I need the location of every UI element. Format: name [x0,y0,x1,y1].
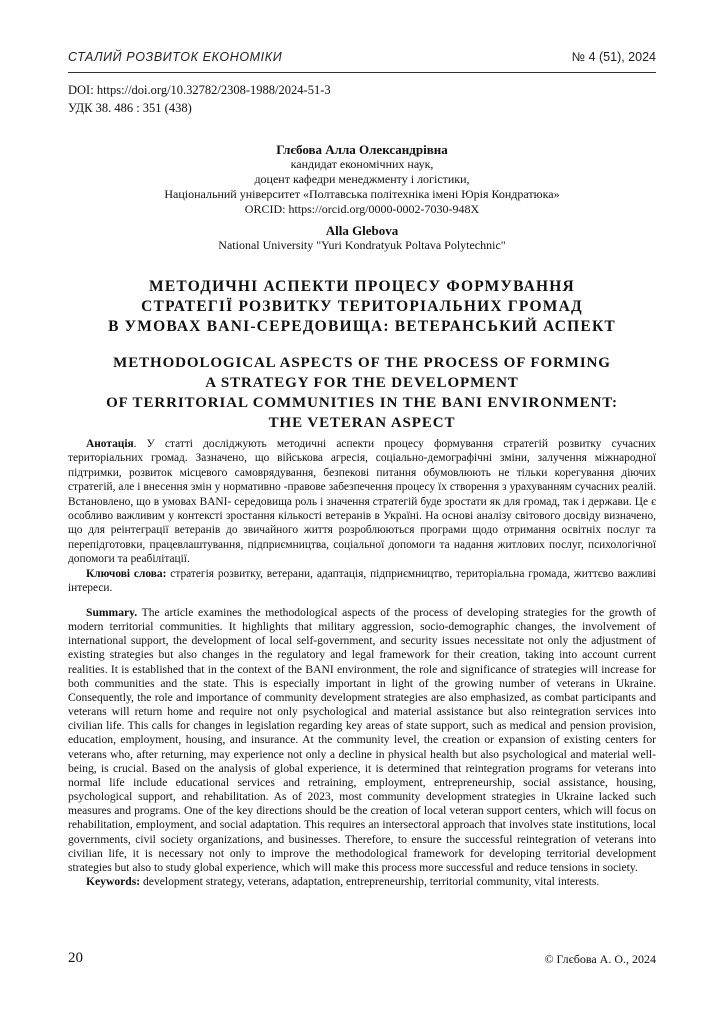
summary-en [68,606,656,889]
author-degree: кандидат економічних наук, [290,157,434,171]
author-position: доцент кафедри менеджменту і логістики, [254,172,470,186]
keywords-en [68,875,656,889]
summary-text: The article examines the methodological aspects of the process of developing strategies for the growth of modern territorial communities. It highlights that military aggression, socio-demographic changes, the involvement of international support, the development of local self-government, and security issues necessitate not only the adjustment of existing strategies but also changes in the regulatory and legal framework for their creation, taking into account current realities. It is established that in the context of the BANI environment, the role and significance of strategies will increase for both communities and the state. This is especially important in light of the growing number of veterans in Ukraine. Consequently, the role and importance of community development strategies are also emphasized, as combat participants and veterans will return home and require not only psychological and material assistance but also reintegration services into civilian life. This calls for changes in legislation regarding key areas of state support, such as medical and pension provision, education, employment, housing, and insurance. At the community level, the creation or expansion of existing centers for veterans who, after returning, may experience not only a decline in physical health but also psychological and material well-being, is crucial. Based on the analysis of global experience, it is determined that reintegration programs for veterans into normal life include educational services and retraining, employment, entrepreneurship, social assistance, housing, psychological support, and rehabilitation. As of 2023, most community development strategies in Ukraine lacked such measures and programs. One of the key directions should be the creation of local veteran support centers, which will focus on rehabilitation, employment, and social adaptation. This requires an intersectoral approach that involves state institutions, local governments, civil society organizations, and businesses. Therefore, to ensure the successful reintegration of veterans into civilian life, it is necessary not only to improve the methodological framework for developing territorial development strategies but also to study global experience, which will make this process more successful and reduce tensions in society. [68,606,656,874]
author-affiliation-en: National University "Yuri Kondratyuk Poltava Polytechnic" [218,238,506,252]
keywords-uk-label: Ключові слова: [86,567,167,580]
copyright: © Глєбова А. О., 2024 [544,952,656,966]
header-rule [68,72,656,73]
keywords-en-label: Keywords: [86,874,141,888]
keywords-uk [68,567,656,596]
page-number: 20 [68,950,83,966]
abstract-uk [68,437,656,595]
title-en-line: THE VETERAN ASPECT [268,415,456,431]
summary-paragraph [68,606,656,875]
abstract-uk-paragraph [68,437,656,567]
article-title-uk [68,277,656,337]
running-header [68,50,656,72]
title-uk-line: СТРАТЕГІЇ РОЗВИТКУ ТЕРИТОРІАЛЬНИХ ГРОМАД [141,298,583,315]
author-name-en: Alla Glebova [325,223,399,238]
article-meta [68,81,331,117]
title-uk-line: МЕТОДИЧНІ АСПЕКТИ ПРОЦЕСУ ФОРМУВАННЯ [149,278,575,295]
abstract-label: Анотація [86,438,134,450]
journal-title: СТАЛИЙ РОЗВИТОК ЕКОНОМІКИ [68,50,283,64]
title-en-line: A STRATEGY FOR THE DEVELOPMENT [205,375,519,391]
author-block [68,142,656,253]
issue-number: № 4 (51), 2024 [571,50,656,64]
title-en-line: METHODOLOGICAL ASPECTS OF THE PROCESS OF FORMING [113,355,611,371]
title-uk-line: В УМОВАХ BANI-СЕРЕДОВИЩА: ВЕТЕРАНСЬКИЙ АСПЕКТ [108,318,616,335]
doi: DOI: https://doi.org/10.32782/2308-1988/2024-51-3 [68,83,331,97]
keywords-en-text: development strategy, veterans, adaptation, entrepreneurship, territorial community, vital interests. [140,874,600,888]
summary-label: Summary. [86,606,138,619]
author-name-uk: Глєбова Алла Олександрівна [276,142,448,157]
udc: УДК 38. 486 : 351 (438) [68,101,192,115]
article-title-en [68,353,656,433]
title-en-line: OF TERRITORIAL COMMUNITIES IN THE BANI ENVIRONMENT: [106,395,618,411]
author-affiliation-uk: Національний університет «Полтавська політехніка імені Юрія Кондратюка» [164,187,560,201]
abstract-text: . У статті досліджують методичні аспекти процесу формування стратегій розвитку сучасних територіальних громад. Зазначено, що військова агресія, соціально-демографічні зміни, залучення міжнародної підтримки, розвиток місцевого самоврядування, безпекові питання обумовлюють не тільки корегування діючих стратегій, але і внесення змін у нормативно -правове забезпечення процесу їх створення з урахуванням сучасних реалій. Встановлено, що в умовах BANI- середовища роль і значення стратегій буде зростати як для громад, так і держави. Це є особливо важливим у контексті зростання кількості ветеранів в Україні. На основі аналізу світового досвіду визначено, що для реінтеграції ветеранів до звичайного життя розроблюються програми щодо отримання освітніх послуг та перепідготовки, працевлаштування, підприємництва, соціальної допомоги та надання житлових послуг, психологічної допомоги та реабілітації. [68,438,656,566]
author-orcid: ORCID: https://orcid.org/0000-0002-7030-948X [244,202,480,216]
keywords-uk-text: стратегія розвитку, ветерани, адаптація, підприємництво, територіальна громада, життєво важливі інтереси. [68,567,656,595]
page-footer [68,950,656,970]
